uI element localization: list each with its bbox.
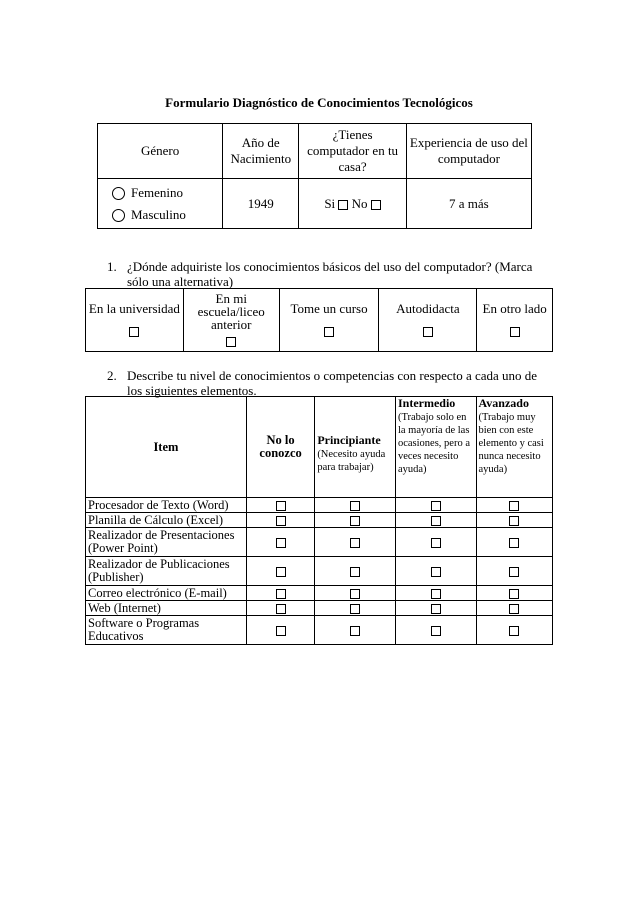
cell-principiante[interactable] [315,557,396,586]
table-row [86,601,553,616]
cell-principiante[interactable] [315,601,396,616]
q1-option[interactable]: Autodidacta [379,289,477,352]
q1-option[interactable]: Tome un curso [279,289,379,352]
checkbox-icon[interactable] [509,589,519,599]
item-label: Planilla de Cálculo (Excel) [86,513,247,528]
cell-no-lo-conozco[interactable] [246,616,314,645]
cell-intermedio[interactable] [395,528,476,557]
checkbox-icon[interactable] [276,589,286,599]
checkbox-icon[interactable] [431,604,441,614]
cell-intermedio[interactable] [395,557,476,586]
cell-avanzado[interactable] [476,616,553,645]
checkbox-icon[interactable] [510,327,520,337]
header-experiencia: Experiencia de uso del computador [406,124,531,179]
radio-circle-icon[interactable] [112,209,125,222]
checkbox-icon[interactable] [129,327,139,337]
checkbox-icon[interactable] [276,516,286,526]
item-label: Correo electrónico (E-mail) [86,586,247,601]
checkbox-icon[interactable] [431,501,441,511]
question-text: Describe tu nivel de conocimientos o competencias con respecto a cada uno de los siguientes elementos. [127,368,538,398]
checkbox-icon[interactable] [350,626,360,636]
cell-no-lo-conozco[interactable] [246,528,314,557]
checkbox-icon[interactable] [226,337,236,347]
header-genero: Género [98,124,223,179]
cell-intermedio[interactable] [395,586,476,601]
cell-avanzado[interactable] [476,586,553,601]
table-row [86,513,553,528]
checkbox-icon[interactable] [324,327,334,337]
question-number: 2. [107,368,117,383]
q2-levels-table [85,396,553,645]
cell-principiante[interactable] [315,513,396,528]
cell-no-lo-conozco[interactable] [246,586,314,601]
option-masculino[interactable]: Masculino [112,204,220,226]
checkbox-icon[interactable] [276,538,286,548]
checkbox-icon[interactable] [276,626,286,636]
cell-avanzado[interactable] [476,498,553,513]
checkbox-icon[interactable] [350,604,360,614]
computador-answer [299,179,406,229]
checkbox-icon[interactable] [276,604,286,614]
header-level-intermedio: Intermedio (Trabajo solo en la mayoría de las ocasiones, pero a veces necesito ayuda) [395,397,476,498]
checkbox-icon[interactable] [509,516,519,526]
cell-principiante[interactable] [315,586,396,601]
header-level-no-lo-conozco: No lo conozco [246,397,314,498]
table-row [86,528,553,557]
cell-no-lo-conozco[interactable] [246,601,314,616]
no-checkbox-icon[interactable] [371,200,381,210]
checkbox-icon[interactable] [350,589,360,599]
anio-value: 1949 [223,179,299,229]
q1-options-table [85,288,553,352]
table-row [86,498,553,513]
table-row [86,557,553,586]
checkbox-icon[interactable] [431,538,441,548]
cell-intermedio[interactable] [395,616,476,645]
cell-intermedio[interactable] [395,601,476,616]
checkbox-icon[interactable] [509,538,519,548]
header-computador: ¿Tienes computador en tu casa? [299,124,406,179]
header-level-avanzado: Avanzado (Trabajo muy bien con este elemento y casi nunca necesito ayuda) [476,397,553,498]
cell-intermedio[interactable] [395,513,476,528]
question-text: ¿Dónde adquiriste los conocimientos básicos del uso del computador? (Marca sólo una alternativa) [127,259,533,289]
checkbox-icon[interactable] [509,604,519,614]
cell-principiante[interactable] [315,616,396,645]
checkbox-icon[interactable] [431,567,441,577]
table-row [86,586,553,601]
cell-avanzado[interactable] [476,601,553,616]
cell-no-lo-conozco[interactable] [246,498,314,513]
cell-avanzado[interactable] [476,557,553,586]
si-label: Si [324,195,336,211]
genero-options [98,179,223,229]
item-label: Software o Programas Educativos [86,616,247,645]
checkbox-icon[interactable] [350,567,360,577]
item-label: Realizador de Presentaciones (Power Point) [86,528,247,557]
q1-option[interactable]: En otro lado [477,289,553,352]
question-2 [107,368,547,398]
cell-no-lo-conozco[interactable] [246,557,314,586]
cell-avanzado[interactable] [476,513,553,528]
checkbox-icon[interactable] [431,516,441,526]
header-level-principiante: Principiante (Necesito ayuda para trabajar) [315,397,396,498]
checkbox-icon[interactable] [350,501,360,511]
checkbox-icon[interactable] [276,501,286,511]
header-anio: Año de Nacimiento [223,124,299,179]
radio-circle-icon[interactable] [112,187,125,200]
si-checkbox-icon[interactable] [338,200,348,210]
table-row [86,616,553,645]
item-label: Web (Internet) [86,601,247,616]
checkbox-icon[interactable] [509,501,519,511]
question-number: 1. [107,259,117,274]
header-item: Item [86,397,247,498]
checkbox-icon[interactable] [431,626,441,636]
checkbox-icon[interactable] [423,327,433,337]
item-label: Realizador de Publicaciones (Publisher) [86,557,247,586]
experiencia-value: 7 a más [406,179,531,229]
profile-table [97,123,532,229]
checkbox-icon[interactable] [509,567,519,577]
question-1 [107,259,547,289]
checkbox-icon[interactable] [431,589,441,599]
q1-option[interactable]: En mi escuela/liceo anterior [183,289,279,352]
cell-no-lo-conozco[interactable] [246,513,314,528]
cell-avanzado[interactable] [476,528,553,557]
cell-intermedio[interactable] [395,498,476,513]
item-label: Procesador de Texto (Word) [86,498,247,513]
cell-principiante[interactable] [315,528,396,557]
page-title: Formulario Diagnóstico de Conocimientos Tecnológicos [165,95,473,110]
cell-principiante[interactable] [315,498,396,513]
checkbox-icon[interactable] [509,626,519,636]
checkbox-icon[interactable] [350,538,360,548]
option-femenino[interactable]: Femenino [112,182,220,204]
no-label: No [351,195,368,211]
checkbox-icon[interactable] [350,516,360,526]
checkbox-icon[interactable] [276,567,286,577]
q1-option[interactable]: En la universidad [86,289,184,352]
